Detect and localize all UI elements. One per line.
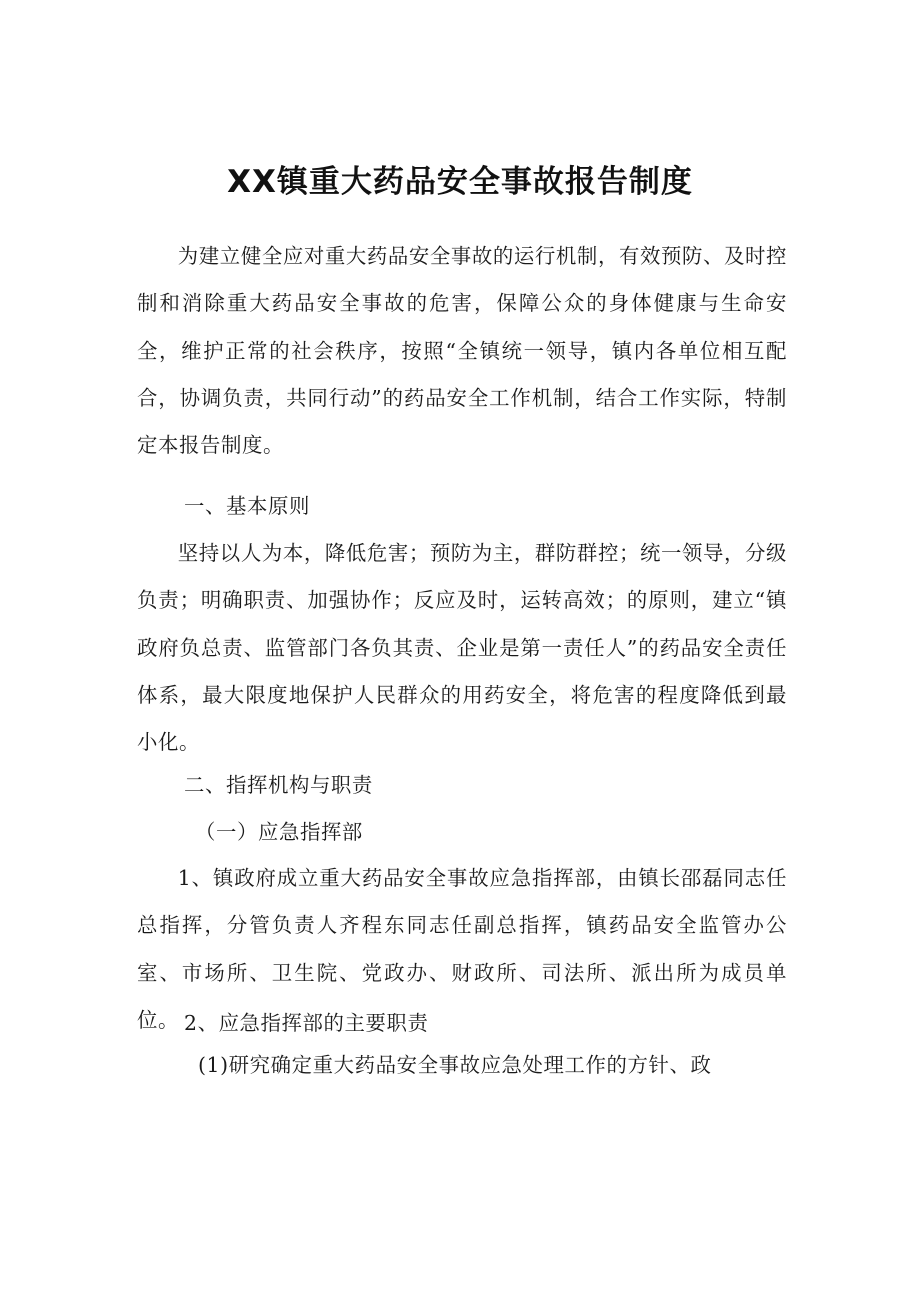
item2-heading: 2、应急指挥部的主要职责 xyxy=(184,1011,429,1035)
section-heading-command: 二、指挥机构与职责 xyxy=(184,773,373,797)
document-title: XX镇重大药品安全事故报告制度 xyxy=(227,164,693,200)
principles-block xyxy=(137,530,787,766)
intro-block xyxy=(137,233,787,469)
section-heading-principles: 一、基本原则 xyxy=(184,494,310,518)
item1-paragraph: 1、镇政府成立重大药品安全事故应急指挥部，由镇长邵磊同志任总指挥，分管负责人齐程东同志任副总指挥，镇药品安全监管办公室、市场所、卫生院、党政办、财政所、司法所、派出所为成员单位。 xyxy=(137,866,787,1032)
intro-paragraph: 为建立健全应对重大药品安全事故的运行机制，有效预防、及时控制和消除重大药品安全事故的危害，保障公众的身体健康与生命安全，维护正常的社会秩序，按照“全镇统一领导，镇内各单位相互配合，协调负责，共同行动”的药品安全工作机制，结合工作实际，特制定本报告制度。 xyxy=(137,244,787,458)
principles-paragraph: 坚持以人为本，降低危害；预防为主，群防群控；统一领导，分级负责；明确职责、加强协作；反应及时，运转高效；的原则，建立“镇政府负总责、监管部门各负其责、企业是第一责任人”的药品安全责任体系，最大限度地保护人民群众的用药安全，将危害的程度降低到最小化。 xyxy=(137,541,787,755)
item2-1-text: (1)研究确定重大药品安全事故应急处理工作的方针、政 xyxy=(198,1053,712,1077)
subsection-heading-emergency-command: （一）应急指挥部 xyxy=(195,820,363,844)
